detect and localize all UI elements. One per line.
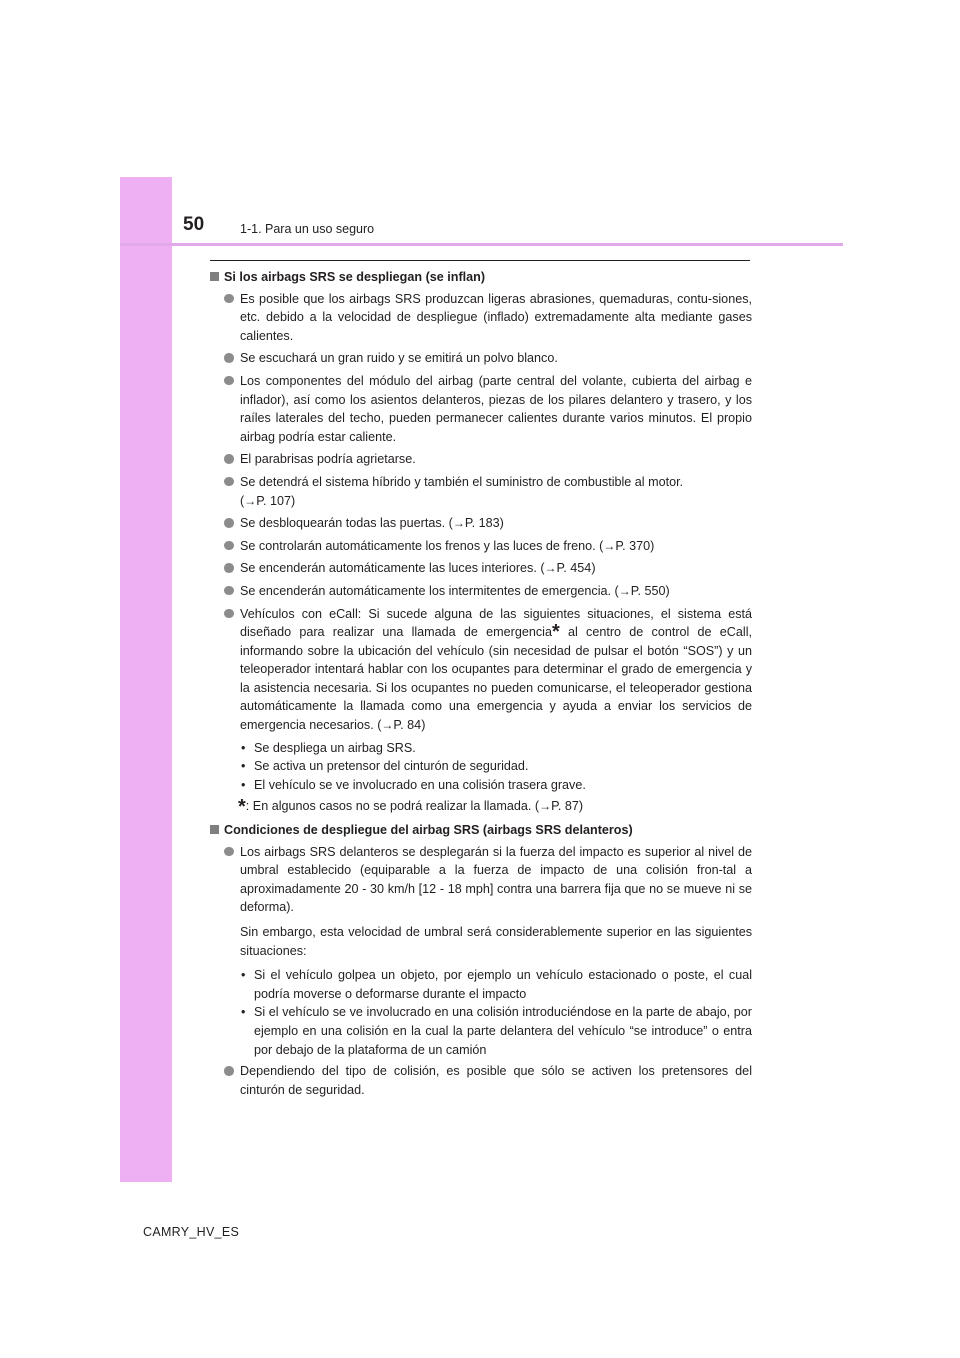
page-reference[interactable]: P. 370: [615, 538, 651, 553]
page-number: 50: [183, 214, 205, 235]
item-text: Se detendrá el sistema híbrido y también el suministro de combustible al motor.: [240, 474, 684, 489]
list-item: Se encenderán automáticamente los intermitentes de emergencia. (→P. 550): [208, 582, 752, 601]
sub-list-item: [208, 966, 752, 1003]
sub-list-item: [208, 1003, 752, 1059]
page-reference[interactable]: P. 107: [256, 493, 291, 508]
item-text: El parabrisas podría agrietarse.: [240, 452, 416, 467]
sub-item-text: Se activa un pretensor del cinturón de seguridad.: [254, 759, 529, 774]
sub-bullet-icon: •: [241, 740, 246, 755]
section-heading: [208, 821, 752, 840]
asterisk-icon: *: [551, 621, 560, 644]
round-bullet-icon: [224, 454, 234, 464]
list-item: [208, 1062, 752, 1099]
footer-code: CAMRY_HV_ES: [143, 1225, 240, 1239]
item-text: Vehículos con eCall: Si sucede alguna de las siguientes situaciones, el sistema está diseñado para realizar una llamada de emergencia: [240, 606, 752, 640]
item-text: Se escuchará un gran ruido y se emitirá un polvo blanco.: [240, 351, 558, 366]
sub-bullet-icon: •: [241, 968, 246, 983]
page-reference[interactable]: P. 183: [464, 516, 500, 531]
square-bullet-icon: [210, 825, 219, 834]
arrow-icon: →: [539, 799, 552, 814]
item-text: Se encenderán automáticamente las luces interiores. (: [240, 561, 545, 576]
item-text: Se controlarán automáticamente los frenos y las luces de freno. (: [240, 538, 604, 553]
sub-bullet-icon: •: [241, 1005, 246, 1020]
round-bullet-icon: [224, 477, 234, 487]
page-reference[interactable]: P. 87: [551, 799, 579, 814]
sub-item-text: Si el vehículo se ve involucrado en una colisión introduciéndose en la parte de abajo, por ejemplo en una colisión en la cual la parte delantera del vehículo “se introduce” o entra por debajo de la plataforma de un camión: [254, 1005, 752, 1057]
sub-item-text: El vehículo se ve involucrado en una colisión trasera grave.: [254, 777, 586, 792]
list-item: Se desbloquearán todas las puertas. (→P. 183): [208, 514, 752, 533]
arrow-icon: →: [244, 493, 257, 508]
page-content: [208, 268, 752, 1103]
round-bullet-icon: [224, 353, 234, 363]
item-text: Se desbloquearán todas las puertas. (: [240, 516, 453, 531]
item-text-cont: al centro de control de eCall, informando sobre la ubicación del vehículo (sin necesidad de pulsar el botón “SOS”) y un teleoperador intentará hablar con los ocupantes para determinar el grado de emergencia y la asistencia necesaria. Si los ocupantes no pueden comunicarse, el teleoperador gestiona automáticamente la llamada como una emergencia y ayuda a enviar los servicios de emergencia necesarios. (: [240, 625, 752, 733]
footnote-text: : En algunos casos no se podrá realizar la llamada. (: [245, 799, 540, 814]
section-heading: [208, 268, 752, 287]
list-item: [208, 450, 752, 469]
list-item: [208, 349, 752, 368]
item-text: Los componentes del módulo del airbag (parte central del volante, cubierta del airbag e inflador), así como los asientos delanteros, piezas de los pilares delantero y trasero, y los raíles laterales del techo, pueden permanecer calientes durante varios minutos. El propio airbag podría estar caliente.: [240, 373, 752, 444]
sub-bullet-icon: •: [241, 777, 246, 792]
square-bullet-icon: [210, 272, 219, 281]
round-bullet-icon: [224, 541, 234, 551]
round-bullet-icon: [224, 1066, 234, 1076]
heading-text: Si los airbags SRS se despliegan (se inflan): [224, 270, 486, 284]
arrow-icon: →: [452, 516, 465, 531]
round-bullet-icon: [224, 376, 234, 386]
arrow-icon: →: [544, 561, 557, 576]
arrow-icon: →: [618, 583, 631, 598]
footnote: *: En algunos casos no se podrá realizar la llamada. (→P. 87): [238, 796, 584, 819]
list-item: Se encenderán automáticamente las luces interiores. (→P. 454): [208, 559, 752, 578]
round-bullet-icon: [224, 586, 234, 596]
item-text: Se encenderán automáticamente los intermitentes de emergencia. (: [240, 583, 619, 598]
sub-list-item: [208, 757, 752, 776]
list-item: Se detendrá el sistema híbrido y también el suministro de combustible al motor. (→P. 107): [208, 473, 752, 510]
sub-bullet-icon: •: [241, 759, 246, 774]
list-item: Vehículos con eCall: Si sucede alguna de las siguientes situaciones, el sistema está diseñado para realizar una llamada de emergencia* al centro de control de eCall, informando sobre la ubicación del vehículo (sin necesidad de pulsar el botón “SOS”) y un teleoperador intentará hablar con los ocupantes para determinar el grado de emergencia y la asistencia necesaria. Si los ocupantes no pueden comunicarse, el teleoperador gestiona automáticamente la llamada como una emergencia y ayuda a enviar los servicios de emergencia necesarios. (→P. 84): [208, 605, 752, 735]
page-reference[interactable]: P. 454: [556, 561, 592, 576]
sub-list-item: [208, 739, 752, 758]
list-item: [208, 843, 752, 917]
round-bullet-icon: [224, 563, 234, 573]
sub-list: [208, 966, 752, 1059]
section-title: 1-1. Para un uso seguro: [240, 222, 375, 236]
page-reference[interactable]: P. 550: [630, 583, 666, 598]
sub-list: [208, 739, 752, 795]
round-bullet-icon: [224, 518, 234, 528]
item-text: Los airbags SRS delanteros se desplegarán si la fuerza del impacto es superior al nivel de umbral establecido (equiparable a la fuerza de impacto de una colisión fron-tal a aproximadamente 20 - 30 km/h [12 - 18 mph] contra una barrera fija que no se mueve ni se deforma).: [240, 844, 752, 915]
list-item: [208, 372, 752, 446]
list-item: Se controlarán automáticamente los frenos y las luces de freno. (→P. 370): [208, 537, 752, 556]
sub-item-text: Si el vehículo golpea un objeto, por ejemplo un vehículo estacionado o poste, el cual podría moverse o deformarse durante el impacto: [254, 968, 752, 1001]
round-bullet-icon: [224, 294, 234, 304]
content-rule: [210, 260, 750, 261]
round-bullet-icon: [224, 847, 234, 857]
sub-list-item: [208, 776, 752, 795]
heading-text: Condiciones de despliegue del airbag SRS (airbags SRS delanteros): [224, 823, 633, 838]
list-item: [208, 290, 752, 346]
item-text: Es posible que los airbags SRS produzcan ligeras abrasiones, quemaduras, contu-siones, etc. debido a la velocidad de despliegue (inflado) extremadamente alta mediante gases calientes.: [240, 291, 752, 343]
item-text: Dependiendo del tipo de colisión, es posible que sólo se activen los pretensores del cinturón de seguridad.: [240, 1064, 752, 1097]
page-reference[interactable]: P. 84: [393, 718, 422, 733]
paragraph: Sin embargo, esta velocidad de umbral será considerablemente superior en las siguientes situaciones:: [240, 925, 752, 958]
arrow-icon: →: [381, 718, 394, 733]
arrow-icon: →: [603, 538, 616, 553]
header-rule: [120, 243, 843, 246]
sub-item-text: Se despliega un airbag SRS.: [254, 740, 416, 755]
chapter-tab-sidebar: [120, 177, 172, 1182]
asterisk-icon: *: [238, 796, 246, 819]
round-bullet-icon: [224, 609, 234, 619]
